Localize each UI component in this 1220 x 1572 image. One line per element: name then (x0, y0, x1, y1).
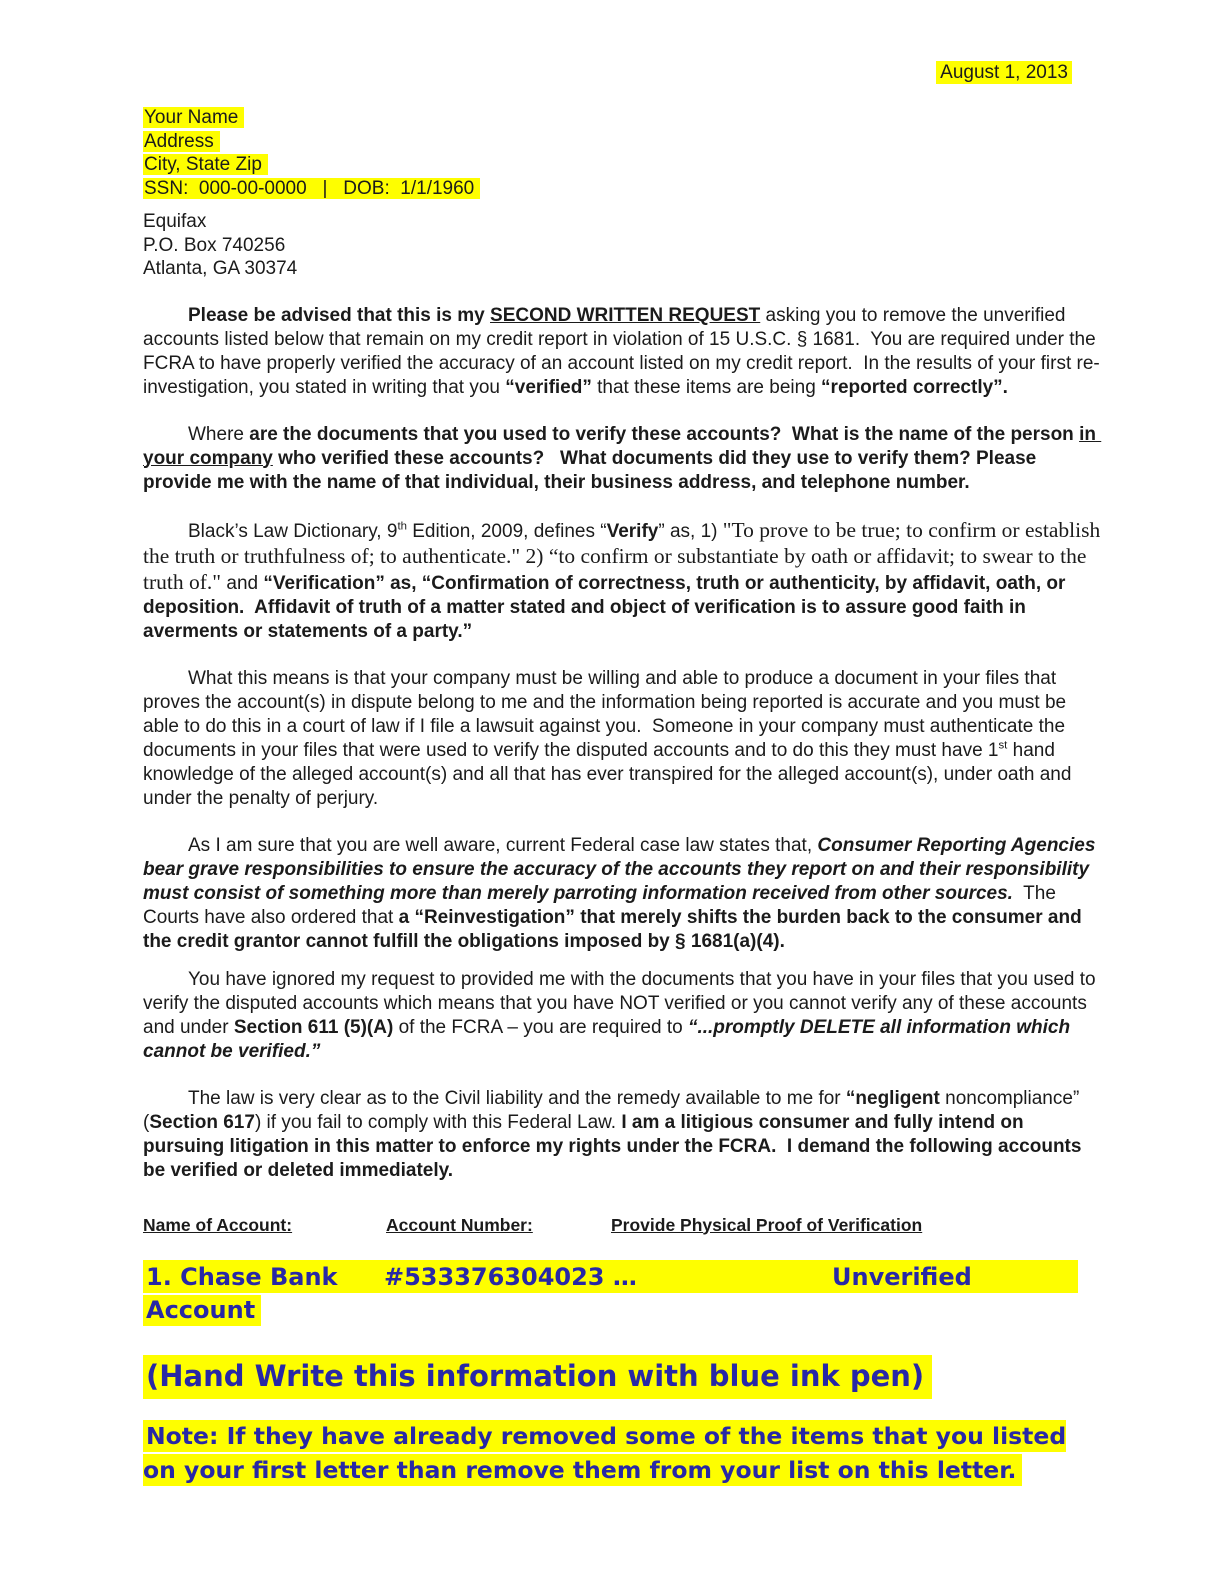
sender-ssn-dob-line: SSN: 000-00-0000 | DOB: 1/1/1960 (143, 177, 1102, 201)
text-run: in your company (143, 423, 1102, 469)
account-status: Unverified (832, 1262, 972, 1291)
recipient-po-box-line: P.O. Box 740256 (143, 234, 286, 256)
text-run: What this means is that your company must be willing and able to produce a document in your files that proves the account(s) in dispute belong to me and the information being reported is accurate and you must be able to do this in a court of law if I file a lawsuit against you. Someone in your company must authenticate the documents in your files that were used to verify the disputed accounts and to do this they must have 1 (143, 667, 1072, 761)
text-run: Section 611 (5)(A) (233, 1016, 394, 1038)
text-run: The Courts have also ordered that (143, 882, 1062, 928)
text-run: "To prove to be true; to confirm or establish the truth or truthfulness of; to authenticate." 2) “to confirm or substantiate by oath or affidavit; to swear to the truth of." (143, 517, 1106, 594)
account-row-chase (143, 1260, 1078, 1293)
account-name-overflow: Account (143, 1295, 261, 1326)
text-run: “reported correctly”. (821, 376, 1008, 398)
text-run: ) if you fail to comply with this Federal Law. (254, 1111, 622, 1133)
paragraph-where-documents (143, 423, 1102, 495)
text-run: The law is very clear as to the Civil liability and the remedy available to me for (188, 1087, 846, 1109)
sender-city-line: City, State Zip (143, 153, 1102, 177)
text-run: Consumer Reporting Agencies bear grave responsibilities to ensure the accuracy of the accounts they report on and their responsibility must consist of something more than merely parroting information received from other sources. (143, 834, 1101, 904)
paragraph-civil-liability (143, 1087, 1102, 1183)
handwrite-instruction-line (143, 1355, 1102, 1399)
recipient-city-line: Atlanta, GA 30374 (143, 258, 298, 279)
paragraph-ignored-request (143, 968, 1102, 1064)
sender-street-line: Address (143, 130, 1102, 154)
text-run: “negligent (845, 1087, 940, 1109)
account-name: 1. Chase Bank (146, 1262, 338, 1291)
note-block (143, 1419, 1102, 1487)
handwrite-instruction: (Hand Write this information with blue ink pen) (143, 1355, 932, 1399)
text-run: and (226, 572, 264, 594)
text-run: Edition, 2009, defines “ (406, 520, 607, 542)
letter-date: August 1, 2013 (936, 61, 1072, 84)
text-run: that these items are being (591, 376, 822, 398)
text-run: Section 617 (149, 1111, 255, 1133)
text-run: “verified” (505, 376, 592, 398)
text-run: asking you to remove the unverified accounts listed below that remain on my credit report in violation of 15 U.S.C. § 1681. You are required under the FCRA to have properly verified the accuracy of an account listed on my credit report. In the results of your first re-investigation, you stated in writing that you (143, 304, 1101, 398)
column-header-account-number: Account Number: (386, 1214, 533, 1235)
sender-address-block (143, 106, 1102, 200)
paragraph-what-this-means (143, 667, 1102, 811)
paragraph-case-law (143, 834, 1102, 954)
text-run: st (998, 739, 1008, 752)
text-run: Please be advised that this is my (188, 304, 491, 326)
text-run: SECOND WRITTEN REQUEST (490, 304, 761, 326)
text-run: noncompliance” ( (143, 1087, 1085, 1133)
text-run: Black’s Law Dictionary, 9 (188, 520, 398, 542)
column-header-proof-of-verification: Provide Physical Proof of Verification (611, 1214, 923, 1235)
text-run: ” as, 1) (658, 520, 723, 542)
account-name-overflow-line (143, 1296, 1102, 1325)
text-run: Verify (606, 520, 659, 542)
text-run: th (397, 520, 407, 533)
sender-name-line: Your Name (143, 106, 1102, 130)
paragraph-second-request (143, 304, 1102, 400)
recipient-name-line: Equifax (143, 211, 207, 232)
date-row (143, 60, 1102, 85)
account-table-header (143, 1215, 1102, 1236)
note-text: Note: If they have already removed some of the items that you listed on your first letter than remove them from your list on this letter. (143, 1421, 1067, 1484)
text-run: hand knowledge of the alleged account(s) and all that has ever transpired for the alleged account(s), under oath and under the penalty of perjury. (143, 739, 1077, 809)
text-run: I am a litigious consumer and fully intend on pursuing litigation in this matter to enforce my rights under the FCRA. I demand the following accounts be verified or deleted immediately. (143, 1111, 1087, 1181)
paragraph-blacks-law-definition (143, 517, 1106, 644)
text-run: Where (188, 423, 250, 445)
text-run: “Verification” as, “Confirmation of correctness, truth or authenticity, by affidavit, oath, or deposition. Affidavit of truth of a matter stated and object of verification is to assure good faith in averments or statements of a party.” (143, 572, 1071, 642)
text-run: of the FCRA – you are required to (393, 1016, 688, 1038)
text-run: As I am sure that you are well aware, current Federal case law states that, (188, 834, 818, 856)
text-run: a “Reinvestigation” that merely shifts the burden back to the consumer and the credit grantor cannot fulfill the obligations imposed by § 1681(a)(4). (143, 906, 1087, 952)
account-number: #533376304023 … (384, 1262, 637, 1291)
text-run: who verified these accounts? What documents did they use to verify them? Please provide me with the name of that individual, their business address, and telephone number. (143, 447, 1042, 493)
column-header-name-of-account: Name of Account: (143, 1214, 293, 1235)
text-run: “...promptly DELETE all information which cannot be verified.” (143, 1016, 1076, 1062)
text-run: are the documents that you used to verify these accounts? What is the name of the person (249, 423, 1080, 445)
recipient-address-block (143, 210, 1102, 281)
text-run: You have ignored my request to provided me with the documents that you have in your files that you used to verify the disputed accounts which means that you have NOT verified or you cannot verify any of these accounts and under (143, 968, 1101, 1038)
